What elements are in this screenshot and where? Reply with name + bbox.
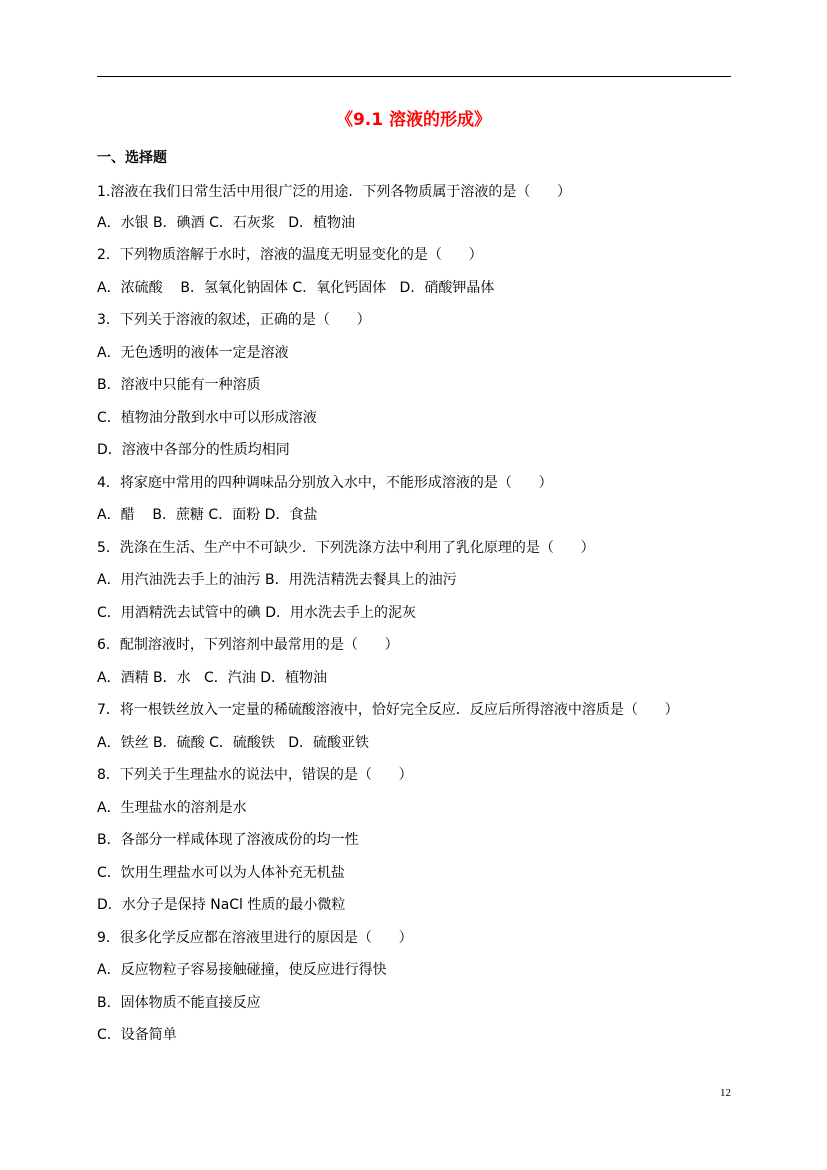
question-3-option-d: D．溶液中各部分的性质均相同 (97, 442, 290, 458)
question-9-option-a: A．反应物粒子容易接触碰撞，使反应进行得快 (97, 962, 387, 978)
question-8-option-c: C．饮用生理盐水可以为人体补充无机盐 (97, 865, 345, 881)
question-1-stem: 1.溶液在我们日常生活中用很广泛的用途．下列各物质属于溶液的是（ ） (97, 184, 572, 200)
question-5-options-cd: C．用酒精洗去试管中的碘 D．用水洗去手上的泥灰 (97, 605, 417, 621)
question-7-options: A．铁丝 B．硫酸 C．硫酸铁 D．硫酸亚铁 (97, 735, 369, 751)
question-5-options-ab: A．用汽油洗去手上的油污 B．用洗洁精洗去餐具上的油污 (97, 572, 457, 588)
question-2-options: A．浓硫酸 B．氢氧化钠固体 C．氧化钙固体 D．硝酸钾晶体 (97, 280, 495, 296)
question-3-option-a: A．无色透明的液体一定是溶液 (97, 345, 289, 361)
question-3-option-c: C．植物油分散到水中可以形成溶液 (97, 410, 317, 426)
question-6-options: A．酒精 B．水 C．汽油 D．植物油 (97, 670, 327, 686)
question-8-option-b: B．各部分一样咸体现了溶液成份的均一性 (97, 832, 359, 848)
question-9-option-b: B．固体物质不能直接反应 (97, 995, 261, 1011)
question-8-option-a: A．生理盐水的溶剂是水 (97, 800, 247, 816)
question-9-stem: 9．很多化学反应都在溶液里进行的原因是（ ） (97, 930, 413, 946)
question-3-option-b: B．溶液中只能有一种溶质 (97, 377, 261, 393)
question-4-options: A．醋 B．蔗糖 C．面粉 D．食盐 (97, 507, 318, 523)
question-9-option-c: C．设备简单 (97, 1027, 177, 1043)
question-7-stem: 7．将一根铁丝放入一定量的稀硫酸溶液中，恰好完全反应．反应后所得溶液中溶质是（ ） (97, 702, 679, 718)
question-5-stem: 5．洗涤在生活、生产中不可缺少．下列洗涤方法中利用了乳化原理的是（ ） (97, 540, 595, 556)
question-3-stem: 3．下列关于溶液的叙述，正确的是（ ） (97, 312, 371, 328)
question-6-stem: 6．配制溶液时，下列溶剂中最常用的是（ ） (97, 637, 399, 653)
question-4-stem: 4．将家庭中常用的四种调味品分别放入水中，不能形成溶液的是（ ） (97, 475, 553, 491)
question-8-stem: 8．下列关于生理盐水的说法中，错误的是（ ） (97, 767, 413, 783)
section-heading: 一、选择题 (97, 150, 167, 166)
question-2-stem: 2．下列物质溶解于水时，溶液的温度无明显变化的是（ ） (97, 247, 483, 263)
page-number: 12 (720, 1087, 731, 1099)
question-8-option-d: D．水分子是保持 NaCl 性质的最小微粒 (97, 897, 346, 913)
document-title: 《9.1 溶液的形成》 (335, 110, 492, 130)
question-1-options: A．水银 B．碘酒 C．石灰浆 D．植物油 (97, 215, 355, 231)
header-rule (97, 76, 731, 77)
